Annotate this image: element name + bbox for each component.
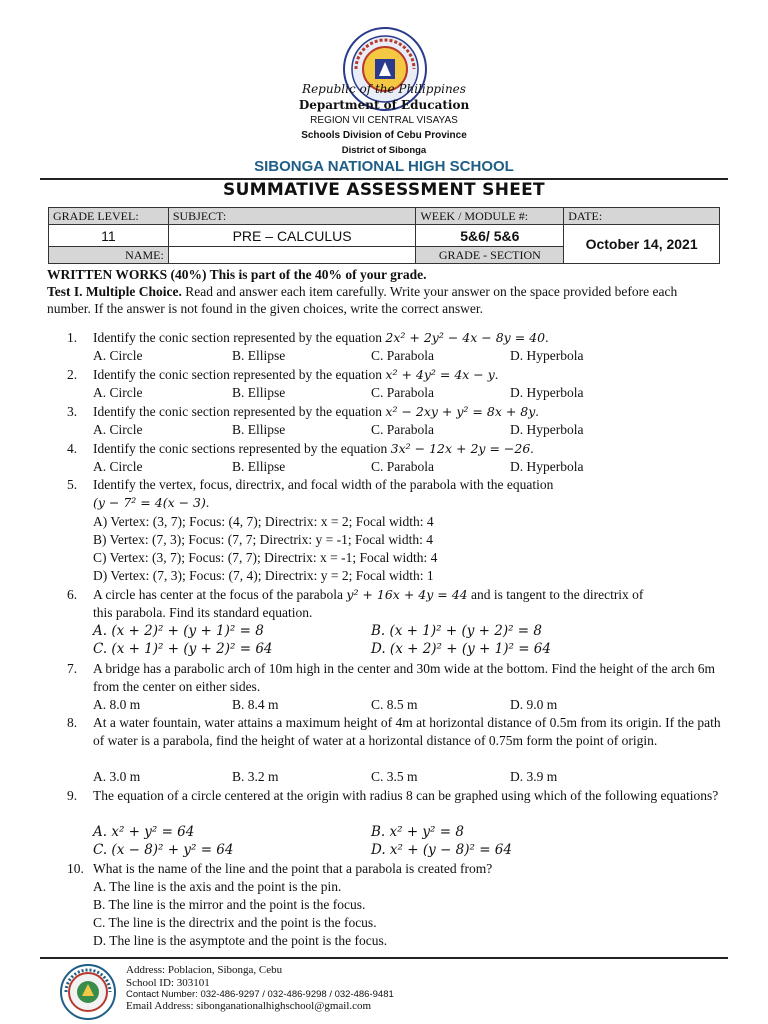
choice-a: A. Circle xyxy=(93,422,143,437)
page-title: SUMMATIVE ASSESSMENT SHEET xyxy=(223,180,545,200)
school-name: SIBONGA NATIONAL HIGH SCHOOL xyxy=(254,158,514,175)
choice-b: B. Ellipse xyxy=(232,348,286,363)
question-end: . xyxy=(545,330,549,345)
choice-d: D. Hyperbola xyxy=(510,385,584,400)
instructions-block xyxy=(47,266,723,317)
choice-c: C. Parabola xyxy=(371,348,434,363)
grade-section-label: GRADE - SECTION xyxy=(416,247,564,264)
subject-label: SUBJECT: xyxy=(168,208,416,225)
written-works-line: WRITTEN WORKS (40%) This is part of the 40% of your grade. xyxy=(47,267,427,282)
week-value: 5&6/ 5&6 xyxy=(416,225,564,247)
question-number: 10. xyxy=(67,861,84,876)
choice-c: C. 8.5 m xyxy=(371,697,418,712)
info-table xyxy=(48,207,720,264)
republic-heading: Republic of the Philippines xyxy=(302,82,466,96)
choice-c: C. Parabola xyxy=(371,422,434,437)
question-text: A circle has center at the focus of the parabola xyxy=(93,587,344,602)
choice-b: B. Ellipse xyxy=(232,385,286,400)
question-text: Identify the conic section represented by the equation xyxy=(93,404,383,419)
footer-school-id: School ID: 303101 xyxy=(126,977,210,989)
question-1 xyxy=(93,329,723,347)
question-number: 8. xyxy=(67,715,78,730)
choice-d: D. x² + (y − 8)² = 64 xyxy=(371,842,512,858)
choice-b: B. 3.2 m xyxy=(232,769,279,784)
choice-b: B. (x + 1)² + (y + 2)² = 8 xyxy=(371,623,542,639)
choice-a: A. x² + y² = 64 xyxy=(93,824,195,840)
instructions-text: Read and answer each item carefully. Write your answer on the space provided before each number. If the answer is not found in the given choices, write the correct answer. xyxy=(47,284,678,316)
question-6-cont: this parabola. Find its standard equation. xyxy=(93,605,313,620)
choice-b: B. 8.4 m xyxy=(232,697,279,712)
choice-a: A. (x + 2)² + (y + 1)² = 8 xyxy=(93,623,264,639)
choice-b: B. x² + y² = 8 xyxy=(371,824,464,840)
subject-value: PRE – CALCULUS xyxy=(168,225,416,247)
question-text: Identify the vertex, focus, directrix, and focal width of the parabola with the equation xyxy=(93,477,554,492)
school-logo xyxy=(60,964,116,1020)
grade-level-value: 11 xyxy=(49,225,169,247)
question-3 xyxy=(93,403,723,421)
question-text: Identify the conic section represented by the equation xyxy=(93,330,383,345)
footer-email: Email Address: sibonganationalhighschool@gmail.com xyxy=(126,1000,372,1012)
question-9: The equation of a circle centered at the origin with radius 8 can be graphed using which of the following equations? xyxy=(93,788,719,803)
date-value: October 14, 2021 xyxy=(564,225,720,264)
choice-a: A) Vertex: (3, 7); Focus: (4, 7); Directrix: x = 2; Focal width: 4 xyxy=(93,514,434,529)
choice-d: D. Hyperbola xyxy=(510,422,584,437)
district-heading: District of Sibonga xyxy=(341,145,427,156)
region-heading: REGION VII CENTRAL VISAYAS xyxy=(310,115,458,126)
question-number: 5. xyxy=(67,477,78,492)
choice-d: D. Hyperbola xyxy=(510,348,584,363)
choice-c: C) Vertex: (3, 7); Focus: (7, 7); Directrix: x = -1; Focal width: 4 xyxy=(93,550,438,565)
choice-a: A. Circle xyxy=(93,385,143,400)
choice-d: D. 3.9 m xyxy=(510,769,558,784)
question-number: 9. xyxy=(67,788,78,803)
test-label: Test I. Multiple Choice. xyxy=(47,284,182,299)
question-5 xyxy=(93,476,723,494)
question-number: 2. xyxy=(67,367,78,382)
question-number: 6. xyxy=(67,587,78,602)
choice-a: A. Circle xyxy=(93,348,143,363)
division-heading: Schools Division of Cebu Province xyxy=(301,130,467,141)
question-2 xyxy=(93,366,723,384)
equation: x² − 2xy + y² = 8x + 8y xyxy=(385,404,536,419)
question-end: . xyxy=(535,404,539,419)
question-number: 1. xyxy=(67,330,78,345)
choice-d: D. Hyperbola xyxy=(510,459,584,474)
choice-a: A. The line is the axis and the point is the pin. xyxy=(93,879,342,894)
question-10: What is the name of the line and the point that a parabola is created from? xyxy=(93,861,493,876)
choice-c: C. Parabola xyxy=(371,459,434,474)
footer-divider xyxy=(40,957,728,959)
question-8: At a water fountain, water attains a maximum height of 4m at horizontal distance of 0.5m from its origin. If the path of water is a parabola, find the height of water at a horizontal distance of 0.75m form the point of origin. xyxy=(93,715,721,748)
equation: x² + 4y² = 4x − y xyxy=(385,367,495,382)
question-4 xyxy=(93,440,723,458)
choice-c: C. The line is the directrix and the point is the focus. xyxy=(93,915,377,930)
equation: y² + 16x + 4y = 44 xyxy=(346,587,468,602)
week-label: WEEK / MODULE #: xyxy=(416,208,564,225)
choice-a: A. Circle xyxy=(93,459,143,474)
choice-d: D. 9.0 m xyxy=(510,697,558,712)
name-field[interactable] xyxy=(168,247,416,264)
choice-d: D. The line is the asymptote and the point is the focus. xyxy=(93,933,388,948)
question-7: A bridge has a parabolic arch of 10m high in the center and 30m wide at the bottom. Find the height of the arch 6m from the center on either sides. xyxy=(93,661,715,694)
question-end: . xyxy=(205,495,210,510)
equation: 2x² + 2y² − 4x − 8y = 40 xyxy=(385,330,546,345)
question-text-cont: and is tangent to the directrix of xyxy=(470,587,644,602)
question-number: 3. xyxy=(67,404,78,419)
choice-b: B. The line is the mirror and the point is the focus. xyxy=(93,897,366,912)
footer-address: Address: Poblacion, Sibonga, Cebu xyxy=(126,964,283,976)
question-5-equation xyxy=(93,494,723,512)
choice-a: A. 3.0 m xyxy=(93,769,141,784)
equation: (y − 7² = 4(x − 3) xyxy=(93,495,206,510)
question-text: Identify the conic section represented by the equation xyxy=(93,367,383,382)
department-heading: Department of Education xyxy=(298,98,470,112)
question-end: . xyxy=(530,441,534,456)
choice-c: C. (x − 8)² + y² = 64 xyxy=(93,842,234,858)
name-label: NAME: xyxy=(49,247,169,264)
question-number: 4. xyxy=(67,441,78,456)
choice-b: B. Ellipse xyxy=(232,422,286,437)
choice-a: A. 8.0 m xyxy=(93,697,141,712)
equation: 3x² − 12x + 2y = −26 xyxy=(390,441,531,456)
choice-b: B. Ellipse xyxy=(232,459,286,474)
choice-c: C. (x + 1)² + (y + 2)² = 64 xyxy=(93,641,273,657)
question-number: 7. xyxy=(67,661,78,676)
question-text: Identify the conic sections represented by the equation xyxy=(93,441,388,456)
question-end: . xyxy=(494,367,499,382)
choice-b: B) Vertex: (7, 3); Focus: (7, 7; Directrix: y = -1; Focal width: 4 xyxy=(93,532,433,547)
footer-contact: Contact Number: 032-486-9297 / 032-486-9298 / 032-486-9481 xyxy=(126,989,394,1000)
question-6 xyxy=(93,586,723,604)
choice-c: C. 3.5 m xyxy=(371,769,418,784)
choice-c: C. Parabola xyxy=(371,385,434,400)
choice-d: D. (x + 2)² + (y + 1)² = 64 xyxy=(371,641,551,657)
choice-d: D) Vertex: (7, 3); Focus: (7, 4); Directrix: y = 2; Focal width: 1 xyxy=(93,568,434,583)
date-label: DATE: xyxy=(564,208,720,225)
grade-level-label: GRADE LEVEL: xyxy=(49,208,169,225)
